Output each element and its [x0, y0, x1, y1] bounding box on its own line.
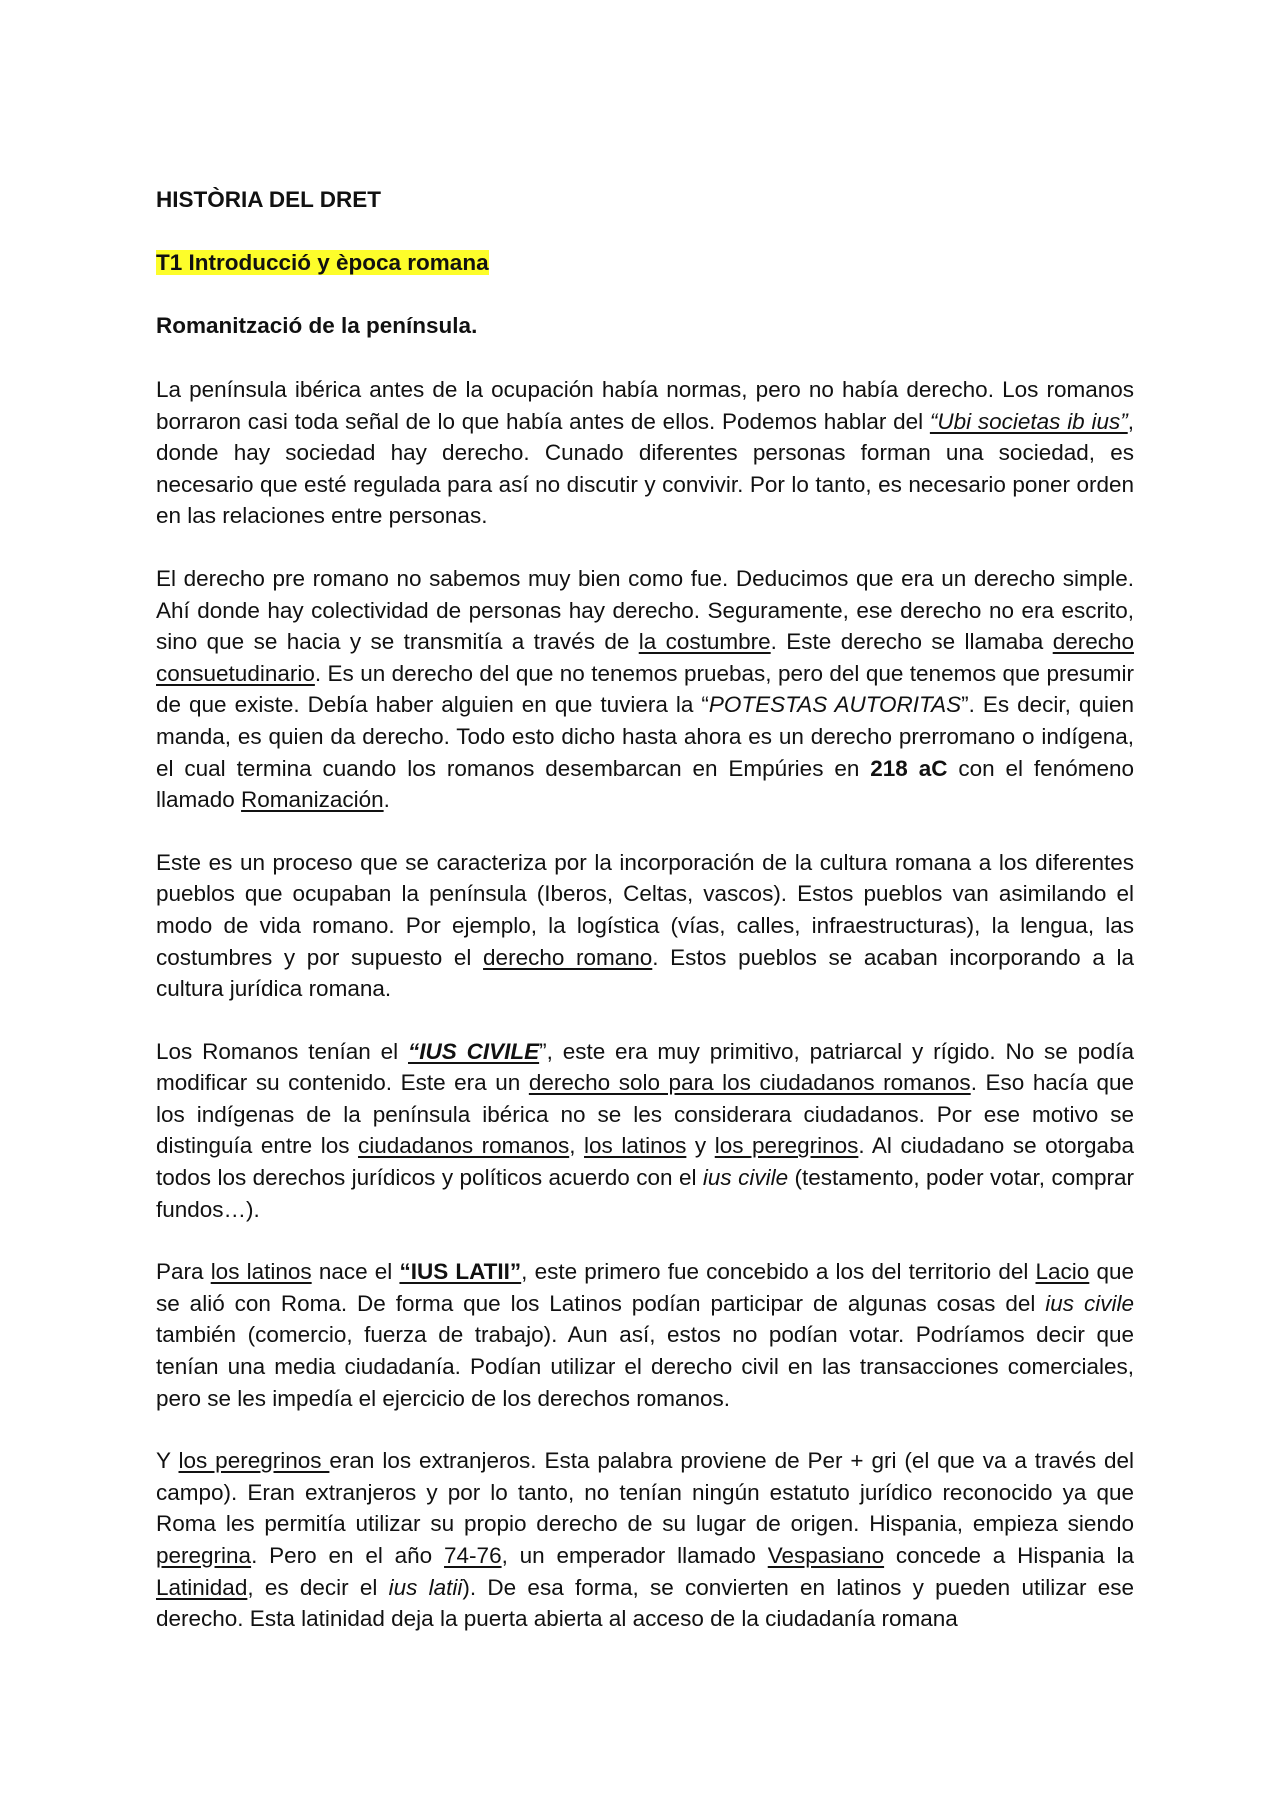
topic-heading	[156, 247, 1134, 279]
bold-date: 218 aC	[870, 755, 948, 781]
text-run: . Al ciudadano se otorgaba todos los derechos jurídicos y políticos acuerdo con el	[156, 1133, 1134, 1191]
text-run: ,	[569, 1133, 585, 1159]
text-run: . Este derecho se llamaba	[770, 629, 1053, 655]
text-run: que se alió con Roma. De forma que los Latinos podían participar de algunas cosas del	[156, 1259, 1134, 1316]
text-run: . Es un derecho del que no tenemos pruebas, pero del que tenemos que presumir de que existe. Debía haber alguien en que tuviera la “	[156, 660, 1134, 718]
underlined-term: la costumbre	[638, 629, 771, 655]
text-run: Los Romanos tenían el	[156, 1038, 408, 1064]
underlined-term: ciudadanos romanos	[358, 1133, 570, 1159]
text-run: ”, este era muy primitivo, patriarcal y rígido. No se podía modificar su contenido. Este era un	[156, 1038, 1134, 1096]
underlined-term: peregrina	[156, 1543, 252, 1568]
text-run: nace el	[311, 1259, 400, 1285]
underlined-term: Lacio	[1035, 1259, 1090, 1285]
text-run: , un emperador llamado	[501, 1543, 768, 1568]
underlined-term: los peregrinos	[714, 1133, 859, 1159]
bold-underlined-term: “IUS CIVILE	[408, 1038, 540, 1064]
underlined-term: derecho solo para los ciudadanos romanos	[528, 1070, 971, 1096]
paragraph-derecho-prerromano	[156, 563, 1134, 816]
italic-term: ius latii	[388, 1574, 463, 1600]
text-run: ). De esa forma, se convierten en latinos y pueden utilizar ese derecho. Esta latinidad deja la puerta abierta al acceso de la ciudadanía romana	[156, 1574, 1134, 1632]
text-run: y	[686, 1133, 715, 1159]
document-title: HISTÒRIA DEL DRET	[156, 187, 382, 212]
underlined-term: los peregrinos	[178, 1448, 330, 1474]
section-heading: Romanització de la península.	[156, 313, 478, 338]
underlined-term: derecho consuetudinario	[156, 629, 1135, 686]
underlined-term: 74-76	[444, 1543, 502, 1568]
text-run: . Estos pueblos se acaban incorporando a la cultura jurídica romana.	[156, 944, 1134, 1002]
italic-term: ius civile	[1045, 1290, 1134, 1316]
text-run: (testamento, poder votar, comprar fundos…).	[156, 1165, 1134, 1222]
text-run: , es decir el	[247, 1574, 389, 1600]
text-run: Este es un proceso que se caracteriza por la incorporación de la cultura romana a los diferentes pueblos que ocupaban la península (Iberos, Celtas, vascos). Estos pueblos van asimilando el modo de vida romano. Por ejemplo, la logística (vías, calles, infraestructuras), la lengua, las costumbres y por supuesto el	[156, 849, 1134, 970]
paragraph-ius-latii	[156, 1256, 1134, 1414]
text-run: . Pero en el año	[251, 1543, 445, 1568]
text-run: también (comercio, fuerza de trabajo). Aun así, estos no podían votar. Podríamos decir que tenían una media ciudadanía. Podían utilizar el derecho civil en las transacciones comerciales, pero se les impedía el ejercicio de los derechos romanos.	[156, 1322, 1134, 1411]
underlined-term: los latinos	[210, 1259, 312, 1285]
underlined-term: Vespasiano	[767, 1543, 885, 1568]
latin-maxim: “Ubi societas ib ius”	[929, 408, 1128, 434]
text-run: Para	[156, 1259, 211, 1285]
italic-term: ius civile	[702, 1165, 789, 1191]
underlined-term: derecho romano	[483, 944, 653, 970]
paragraph-ius-civile	[156, 1036, 1134, 1226]
paragraph-romanizacion	[156, 847, 1134, 1005]
text-run: eran los extranjeros. Esta palabra proviene de Per + gri (el que va a través del campo). Eran extranjeros y por lo tanto, no tenían ningún estatuto jurídico reconocido ya que Roma les permitía utilizar su propio derecho de su lugar de origen. Hispania, empieza siendo	[156, 1448, 1134, 1537]
text-run: con el fenómeno llamado	[156, 755, 1135, 813]
text-run: , donde hay sociedad hay derecho. Cunado diferentes personas forman una sociedad, es necesario que esté regulada para así no discutir y convivir. Por lo tanto, es necesario poner orden en las relaciones entre personas.	[156, 408, 1134, 529]
paragraph-ubi-societas	[156, 374, 1134, 532]
text-run: ”. Es decir, quien manda, es quien da derecho. Todo esto dicho hasta ahora es un derecho prerromano o indígena, el cual termina cuando los romanos desembarcan en Empúries en	[156, 692, 1134, 781]
highlighted-topic-title: T1 Introducció y època romana	[156, 250, 489, 275]
underlined-term: Romanización	[241, 787, 384, 813]
text-run: La península ibérica antes de la ocupación había normas, pero no había derecho. Los romanos borraron casi toda señal de lo que había antes de ellos. Podemos hablar del	[156, 377, 1134, 434]
bold-underlined-term: “IUS LATII”	[399, 1259, 522, 1285]
underlined-term: Latinidad	[156, 1574, 248, 1600]
text-run: . Eso hacía que los indígenas de la península ibérica no se les considerara ciudadanos. Por ese motivo se distinguía entre los	[156, 1070, 1134, 1159]
paragraph-peregrinos	[156, 1445, 1134, 1635]
document-page	[156, 184, 1134, 1635]
text-run: Y	[156, 1448, 179, 1474]
text-run: .	[383, 787, 390, 813]
underlined-term: los latinos	[584, 1133, 687, 1159]
text-run: , este primero fue concebido a los del territorio del	[521, 1259, 1036, 1285]
text-run: El derecho pre romano no sabemos muy bien como fue. Deducimos que era un derecho simple. Ahí donde hay colectividad de personas hay derecho. Seguramente, ese derecho no era escrito, sino que se hacia y se transmitía a través de	[156, 565, 1134, 655]
italic-term: POTESTAS AUTORITAS	[708, 692, 962, 718]
text-run: concede a Hispania la	[884, 1543, 1135, 1568]
